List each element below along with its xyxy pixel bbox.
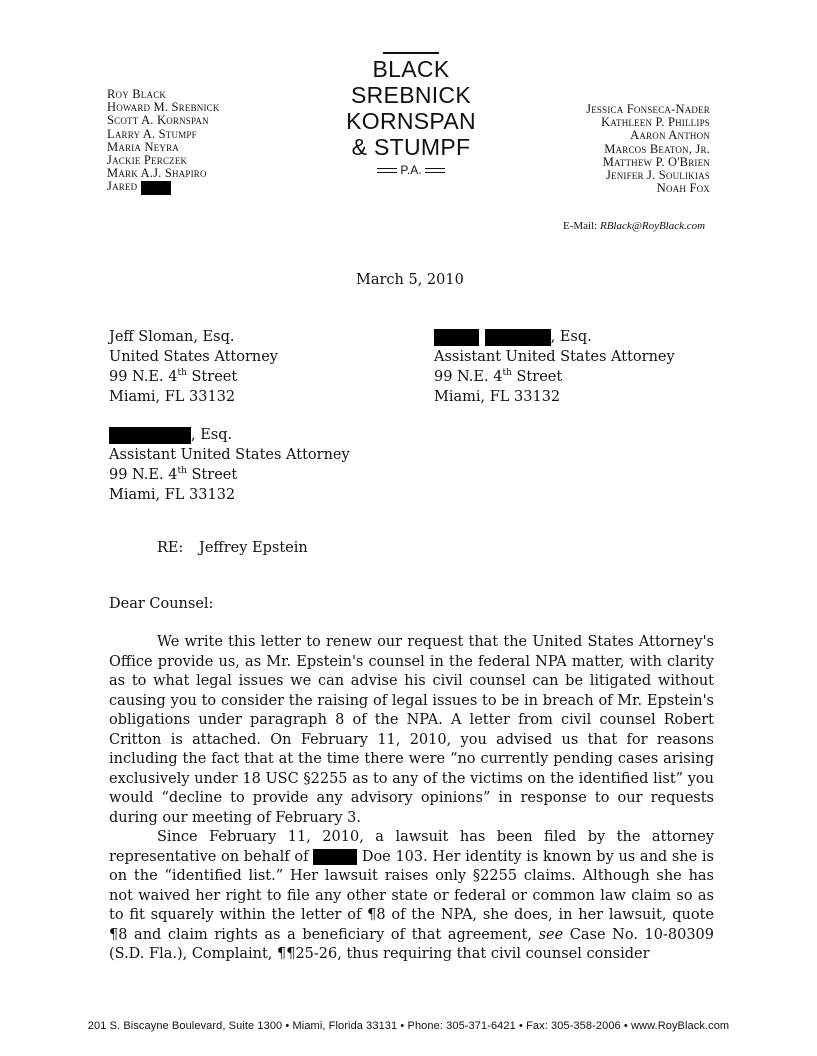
logo-rule [383, 52, 439, 54]
logo-line: BLACK [372, 56, 450, 82]
addressee-city: Miami, FL 33132 [434, 389, 561, 405]
addressee-block [109, 425, 350, 505]
addressee-title: Assistant United States Attorney [109, 447, 350, 463]
body-paragraph [109, 828, 714, 965]
attorney-name: Jared [107, 179, 138, 194]
attorney-name: Maria Neyra [107, 139, 179, 154]
addressee-name: Jeff Sloman, Esq. [109, 329, 235, 345]
addressee-street: 99 N.E. 4th Street [109, 368, 238, 385]
addressee-name: , Esq. [434, 327, 675, 347]
redaction-box [313, 849, 357, 865]
redaction-box [434, 329, 479, 346]
re-subject: Jeffrey Epstein [199, 540, 308, 556]
addressee-street: 99 N.E. 4th Street [434, 368, 563, 385]
logo-pa-bar [377, 168, 397, 173]
logo-line: SREBNICK [351, 82, 471, 108]
page-footer: 201 S. Biscayne Boulevard, Suite 1300 • Miami, Florida 33131 • Phone: 305-371-6421 • Fax: 305-358-2006 • www.RoyBlack.com [87, 1020, 730, 1032]
attorney-name: Larry A. Stumpf [107, 126, 197, 141]
attorney-name: Aaron Anthon [630, 128, 710, 143]
addressee-city: Miami, FL 33132 [109, 487, 236, 503]
attorney-name: Jessica Fonseca-Nader [586, 102, 710, 116]
logo-pa-text: P.A. [400, 163, 422, 177]
paragraph-text: Since February 11, 2010, a lawsuit has been filed by the attorney representative on behalf of Doe 103. Her identity is known by us and she is on the “identified list.” Her lawsuit raises only §2255 claims. Although she has not waived her right to file any other state or federal or common law claim so as to fit squarely within the letter of ¶8 of the NPA, she does, in her lawsuit, quote ¶8 and claim rights as a beneficiary of that agreement, see Case No. 10-80309 (S.D. Fla.), Complaint, ¶¶25-26, thus requiring that civil counsel consider [109, 829, 715, 962]
addressee-name: , Esq. [109, 425, 350, 445]
logo-line: KORNSPAN [346, 108, 476, 134]
re-label: RE: [157, 540, 184, 556]
redaction-box [109, 427, 191, 444]
letter-date: March 5, 2010 [356, 272, 464, 288]
attorney-name: Jenifer J. Soulikias [605, 168, 710, 183]
addressee-block [434, 327, 675, 407]
attorney-name-redacted [107, 180, 220, 194]
logo-pa [346, 163, 476, 177]
addressee-title: Assistant United States Attorney [434, 349, 675, 365]
salutation: Dear Counsel: [109, 596, 214, 612]
addressee-street: 99 N.E. 4th Street [109, 466, 238, 483]
right-attorney-list [560, 103, 710, 195]
email-address: RBlack@RoyBlack.com [599, 220, 706, 232]
email-line [563, 220, 705, 232]
logo-pa-bar [425, 168, 445, 173]
attorney-name: Kathleen P. Phillips [601, 115, 710, 130]
attorney-name: Roy Black [107, 87, 167, 101]
firm-logo [346, 52, 476, 177]
attorney-name: Scott A. Kornspan [107, 113, 209, 128]
logo-line: & STUMPF [351, 134, 471, 160]
email-label: E-Mail: [563, 220, 598, 232]
attorney-name: Howard M. Srebnick [107, 100, 220, 115]
re-line [157, 540, 308, 556]
attorney-name: Marcos Beaton, Jr. [604, 141, 710, 156]
paragraph-text: We write this letter to renew our request that the United States Attorney's Office provide us, as Mr. Epstein's counsel in the federal NPA matter, with clarity as to what legal issues we can advise his civil counsel can be litigated without causing you to consider the raising of legal issues to be in breach of Mr. Epstein's obligations under paragraph 8 of the NPA. A letter from civil counsel Robert Critton is attached. On February 11, 2010, you advised us that for reasons including the fact that at the time there were “no currently pending cases arising exclusively under 18 USC §2255 as to any of the victims on the identified list” you would “decline to provide any advisory opinions” in response to our requests during our meeting of February 3. [109, 634, 714, 826]
left-attorney-list [107, 88, 220, 195]
addressee-title: United States Attorney [109, 349, 279, 365]
attorney-name: Matthew P. O'Brien [602, 154, 710, 169]
attorney-name: Noah Fox [656, 181, 710, 196]
redaction-box [485, 329, 551, 346]
addressee-block [109, 327, 278, 407]
redaction-box [141, 181, 171, 195]
attorney-name: Mark A.J. Shapiro [107, 166, 207, 181]
attorney-name: Jackie Perczek [107, 153, 188, 168]
body-paragraph [109, 633, 714, 828]
addressee-city: Miami, FL 33132 [109, 389, 236, 405]
